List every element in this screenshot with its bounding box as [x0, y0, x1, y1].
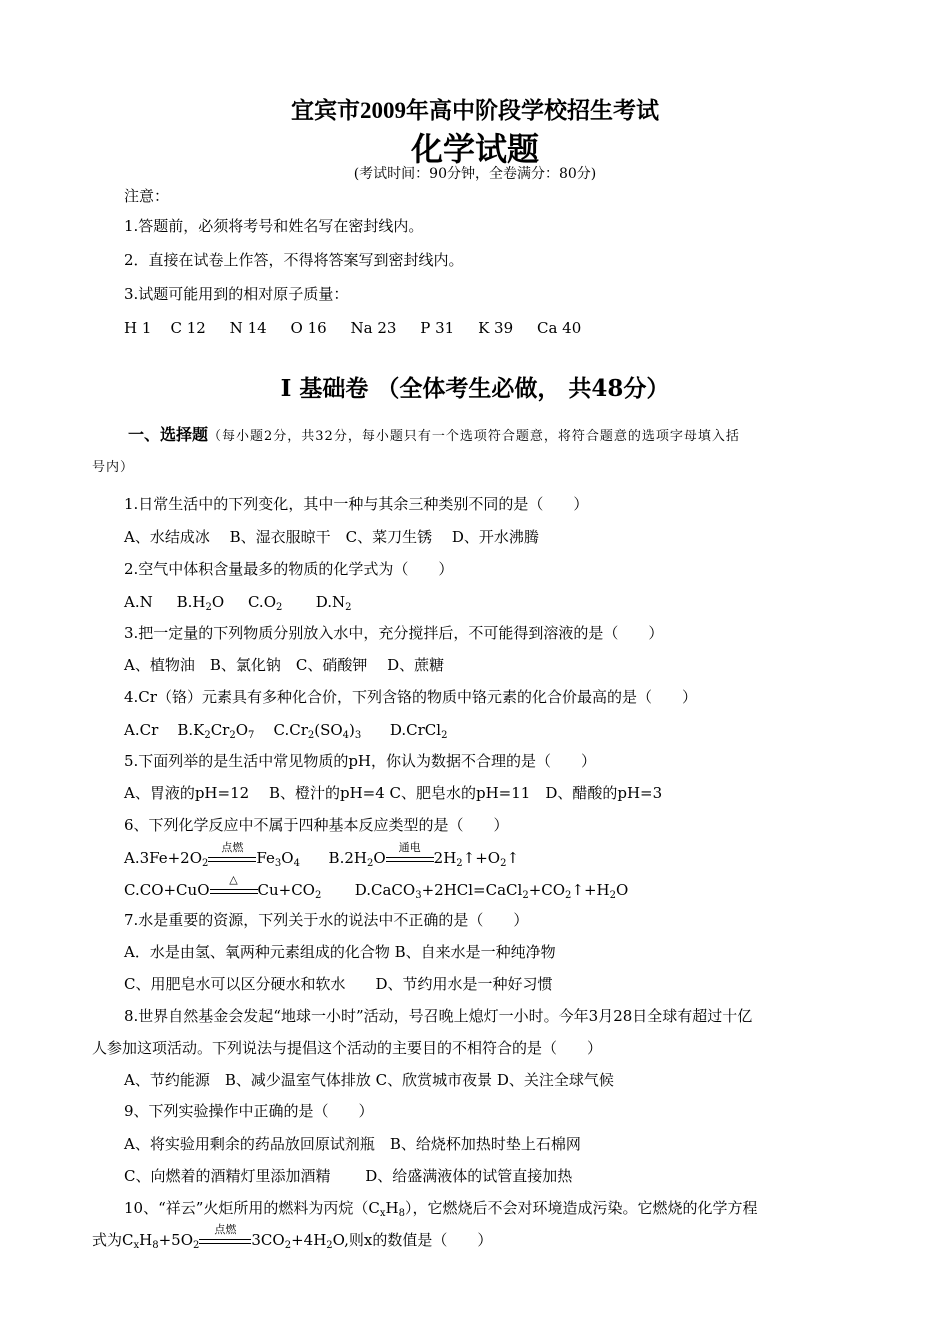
option-d: $D.N_2$	[315, 593, 352, 613]
option-b: $B.K_2Cr_2O_7$	[177, 721, 255, 741]
question-stem: 9、下列实验操作中正确的是（ ）	[124, 1102, 374, 1120]
question-stem: 6、下列化学反应中不属于四种基本反应类型的是（ ）	[124, 816, 509, 834]
question-stem: 5.下面列举的是生活中常见物质的pH，你认为数据不合理的是（ ）	[124, 752, 596, 770]
question-options: C、用肥皂水可以区分硬水和软水 D、节约用水是一种好习惯	[124, 975, 553, 993]
mass-item: H 1	[124, 319, 152, 337]
question-stem: 8.世界自然基金会发起“地球一小时”活动，号召晚上熄灯一小时。今年3月28日全球有超过十亿	[124, 1007, 753, 1025]
question-options: A、胃液的pH=12 B、橙汁的pH=4 C、肥皂水的pH=11 D、醋酸的pH=3	[124, 784, 663, 802]
question-stem: 1.日常生活中的下列变化，其中一种与其余三种类别不同的是（ ）	[124, 495, 589, 513]
mass-item: O 16	[290, 319, 327, 337]
question-stem: 7.水是重要的资源，下列关于水的说法中不正确的是（ ）	[124, 911, 529, 929]
question-options: A、节约能源 B、减少温室气体排放 C、欣赏城市夜景 D、关注全球气候	[124, 1071, 614, 1089]
notes-label: 注意：	[124, 187, 170, 205]
exam-info: (考试时间：90分钟，全卷满分：80分)	[353, 166, 597, 182]
equation-line-cd	[124, 873, 629, 901]
part1-note-cont: 号内）	[92, 460, 135, 475]
question-options	[124, 592, 352, 612]
question-stem-cont: 式为$C_xH_8+5O_2$ 点燃 $3CO_2+4H_2O$,则x的数值是（ ）	[92, 1223, 493, 1251]
note-item: 1.答题前，必须将考号和姓名写在密封线内。	[124, 217, 424, 235]
question-options: C、向燃着的酒精灯里添加酒精 D、给盛满液体的试管直接加热	[124, 1167, 573, 1185]
question-stem: 2.空气中体积含量最多的物质的化学式为（ ）	[124, 560, 454, 578]
option-a: A.N	[124, 593, 153, 611]
subject-title: 化学试题	[410, 130, 539, 168]
note-item: 2．直接在试卷上作答，不得将答案写到密封线内。	[124, 251, 464, 269]
question-stem: 3.把一定量的下列物质分别放入水中，充分搅拌后，不可能得到溶液的是（ ）	[124, 624, 664, 642]
question-options: A．水是由氢、氧两种元素组成的化合物 B、自来水是一种纯净物	[124, 943, 556, 961]
question-options: A、水结成冰 B、湿衣服晾干 C、菜刀生锈 D、开水沸腾	[124, 528, 539, 546]
option-c: $C.O_2$	[247, 593, 283, 613]
section-title: Ⅰ 基础卷 （全体考生必做， 共48分）	[280, 375, 670, 402]
reaction-arrow: 通电	[386, 852, 434, 866]
question-stem: 10、“祥云”火炬所用的燃料为丙烷$(C_xH_8)$，它燃烧后不会对环境造成污染。它燃烧的化学方程	[124, 1199, 758, 1219]
question-stem: 4.Cr（铬）元素具有多种化合价，下列含铬的物质中铬元素的化合价最高的是（ ）	[124, 688, 697, 706]
equation-line-ab	[124, 841, 520, 869]
reaction-arrow: 点燃	[208, 852, 256, 866]
part1-header	[128, 422, 740, 445]
reaction-arrow: △	[210, 884, 258, 898]
option-d: $D.CaCO_3+2HCl=CaCl_2+CO_2↑+H_2O$	[354, 881, 629, 901]
question-options: A、植物油 B、氯化钠 C、硝酸钾 D、蔗糖	[124, 656, 445, 674]
atomic-masses	[124, 318, 581, 338]
mass-item: P 31	[420, 319, 455, 337]
part1-label: 一、选择题	[128, 425, 209, 444]
mass-item: C 12	[170, 319, 206, 337]
question-stem-cont: 人参加这项活动。下列说法与提倡这个活动的主要目的不相符合的是（ ）	[92, 1039, 603, 1057]
option-a: A.Cr	[124, 721, 159, 739]
reaction-arrow: 点燃	[199, 1234, 251, 1248]
part1-note: （每小题2分，共32分，每小题只有一个选项符合题意，将符合题意的选项字母填入括	[208, 429, 740, 444]
question-options	[124, 720, 447, 740]
option-d: D.CrCl$_2$	[389, 721, 448, 741]
option-c: C.CO+CuO △ $Cu+CO_2$	[124, 873, 322, 901]
option-b: $B.H_2O$	[176, 593, 225, 613]
option-a: $A.3Fe+2O_2$ 点燃 $Fe_3O_4$	[124, 841, 300, 869]
exam-title: 宜宾市2009年高中阶段学校招生考试	[291, 98, 659, 123]
note-item: 3.试题可能用到的相对原子质量：	[124, 285, 349, 303]
option-b: $B.2H_2O$ 通电 $2H_2↑+O_2↑$	[328, 841, 520, 869]
question-options: A、将实验用剩余的药品放回原试剂瓶 B、给烧杯加热时垫上石棉网	[124, 1135, 581, 1153]
mass-item: Na 23	[350, 319, 397, 337]
option-c: $C.Cr_2(SO_4)_3$	[273, 721, 362, 741]
mass-item: Ca 40	[536, 319, 582, 337]
mass-item: N 14	[229, 319, 267, 337]
mass-item: K 39	[478, 319, 514, 337]
